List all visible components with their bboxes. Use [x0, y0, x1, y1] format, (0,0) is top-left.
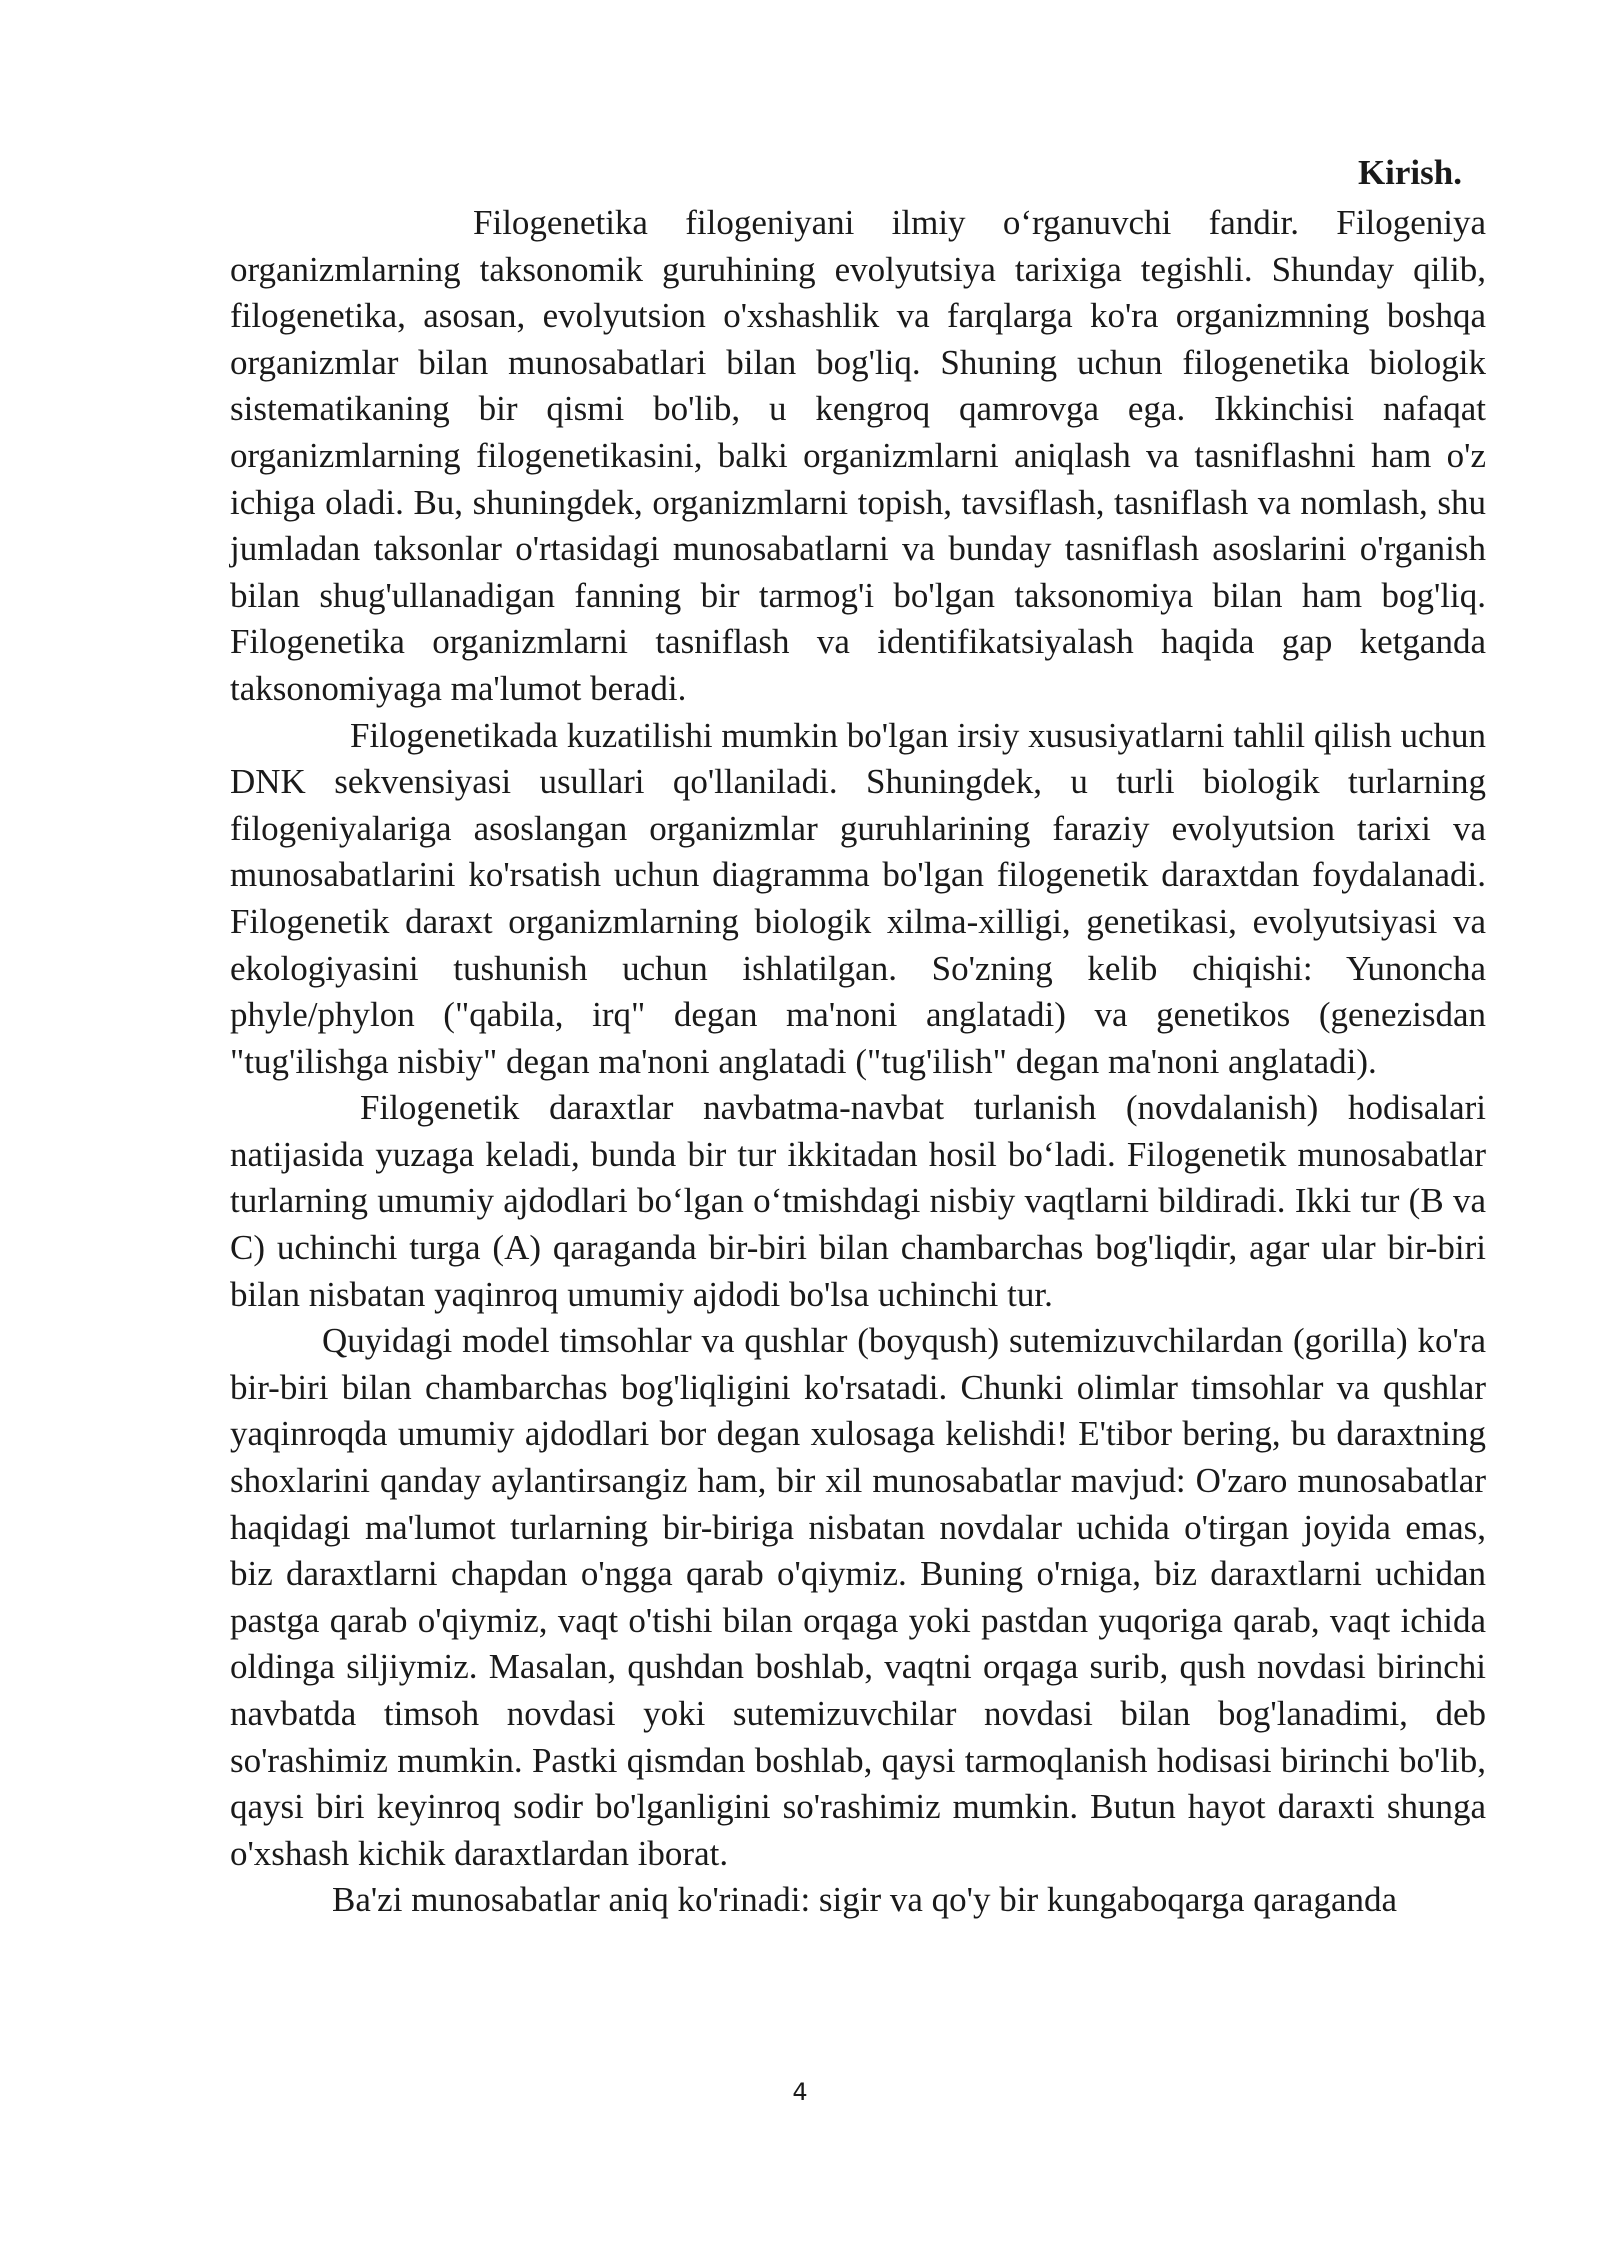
page-number: 4	[792, 2078, 808, 2106]
paragraph-1: Filogenetika filogeniyani ilmiy o‘rganuvchi fandir. Filogeniya organizmlarning taksonomik guruhining evolyutsiya tarixiga tegishli. Shunday qilib, filogenetika, asosan, evolyutsion o'xshashlik va farqlarga ko'ra organizmning boshqa organizmlar bilan munosabatlari bilan bog'liq. Shuning uchun filogenetika biologik sistematikaning bir qismi bo'lib, u kengroq qamrovga ega. Ikkinchisi nafaqat organizmlarning filogenetikasini, balki organizmlarni aniqlash va tasniflashni ham o'z ichiga oladi. Bu, shuningdek, organizmlarni topish, tavsiflash, tasniflash va nomlash, shu jumladan taksonlar o'rtasidagi munosabatlarni va bunday tasniflash asoslarini o'rganish bilan shug'ullanadigan fanning bir tarmog'i bo'lgan taksonomiya bilan ham bog'liq. Filogenetika organizmlarni tasniflash va identifikatsiyalash haqida gap ketganda taksonomiyaga ma'lumot beradi.	[230, 203, 1486, 708]
paragraph-4: Quyidagi model timsohlar va qushlar (boyqush) sutemizuvchilardan (gorilla) ko'ra bir-biri bilan chambarchas bog'liqligini ko'rsatadi. Chunki olimlar timsohlar va qushlar yaqinroqda umumiy ajdodlari bor degan xulosaga kelishdi! E'tibor bering, bu daraxtning shoxlarini qanday aylantirsangiz ham, bir xil munosabatlar mavjud: O'zaro munosabatlar haqidagi ma'lumot turlarning bir-biriga nisbatan novdalar uchida o'tirgan joyida emas, biz daraxtlarni chapdan o'ngga qarab o'qiymiz. Buning o'rniga, biz daraxtlarni uchidan pastga qarab o'qiymiz, vaqt o'tishi bilan orqaga yoki pastdan yuqoriga qarab, vaqt ichida oldinga siljiymiz. Masalan, qushdan boshlab, vaqtni orqaga surib, qush novdasi birinchi navbatda timsoh novdasi yoki sutemizuvchilar novdasi bilan bog'lanadimi, deb so'rashimiz mumkin. Pastki qismdan boshlab, qaysi tarmoqlanish hodisasi birinchi bo'lib, qaysi biri keyinroq sodir bo'lganligini so'rashimiz mumkin. Butun hayot daraxti shunga o'xshash kichik daraxtlardan iborat.	[230, 1321, 1486, 1873]
body-text	[230, 200, 1486, 1924]
paragraph-3: Filogenetik daraxtlar navbatma-navbat turlanish (novdalanish) hodisalari natijasida yuzaga keladi, bunda bir tur ikkitadan hosil bo‘ladi. Filogenetik munosabatlar turlarning umumiy ajdodlari bo‘lgan o‘tmishdagi nisbiy vaqtlarni bildiradi. Ikki tur (B va C) uchinchi turga (A) qaraganda bir-biri bilan chambarchas bog'liqdir, agar ular bir-biri bilan nisbatan yaqinroq umumiy ajdodi bo'lsa uchinchi tur.	[230, 1088, 1486, 1314]
paragraph-5: Ba'zi munosabatlar aniq ko'rinadi: sigir va qo'y bir kungaboqarga qaraganda	[332, 1880, 1398, 1920]
section-heading: Kirish.	[1357, 153, 1462, 192]
paragraph-2: Filogenetikada kuzatilishi mumkin bo'lgan irsiy xususiyatlarni tahlil qilish uchun DNK sekvensiyasi usullari qo'llaniladi. Shuningdek, u turli biologik turlarning filogeniyalariga asoslangan organizmlar guruhlarining faraziy evolyutsion tarixi va munosabatlarini ko'rsatish uchun diagramma bo'lgan filogenetik daraxtdan foydalanadi. Filogenetik daraxt organizmlarning biologik xilma-xilligi, genetikasi, evolyutsiyasi va ekologiyasini tushunish uchun ishlatilgan. So'zning kelib chiqishi: Yunoncha phyle/phylon ("qabila, irq" degan ma'noni anglatadi) va genetikos (genezisdan "tug'ilishga nisbiy" degan ma'noni anglatadi ("tug'ilish" degan ma'noni anglatadi).	[230, 715, 1486, 1081]
